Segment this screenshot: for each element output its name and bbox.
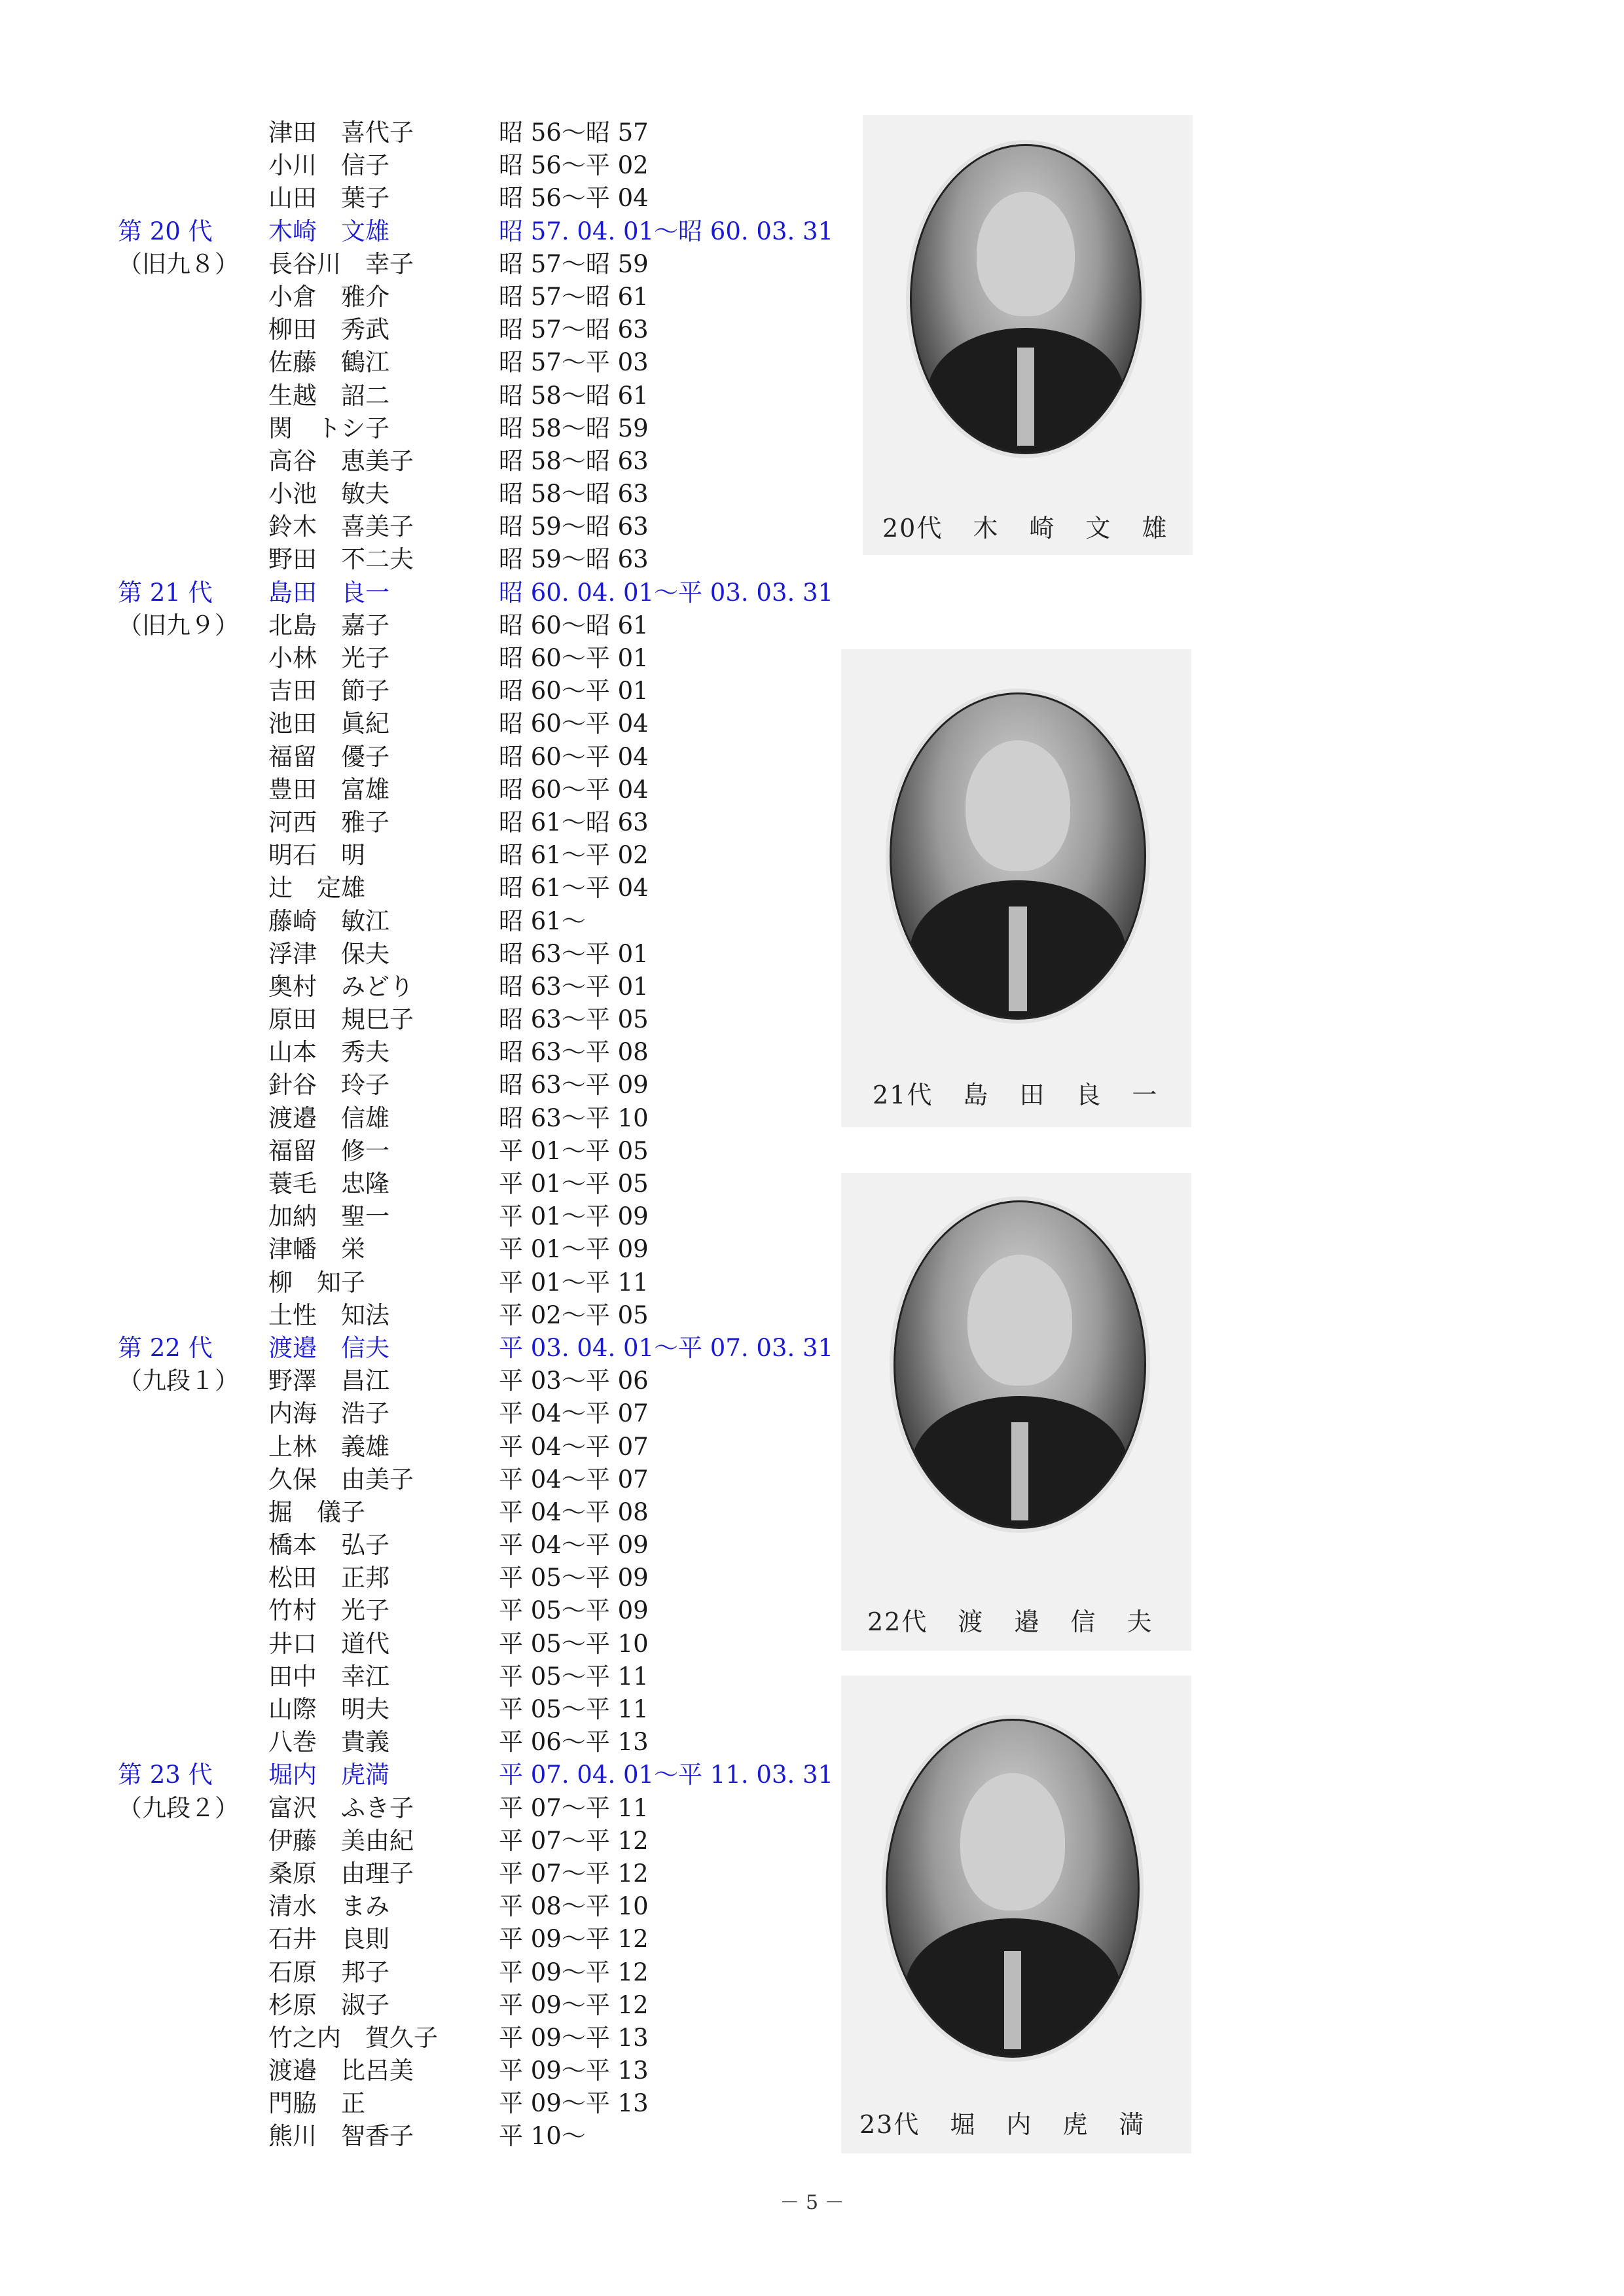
term-period: 平 07. 04. 01～平 11. 03. 31 (499, 1761, 834, 1789)
term-period: 平 07～平 11 (499, 1793, 649, 1822)
staff-name: 津田 喜代子 (268, 118, 414, 147)
term-period: 昭 58～昭 59 (499, 414, 649, 442)
term-period: 平 04～平 07 (499, 1465, 649, 1494)
staff-row (118, 1890, 877, 1923)
portrait-photo-22 (893, 1200, 1146, 1529)
term-period: 平 04～平 07 (499, 1399, 649, 1428)
term-period: 平 04～平 08 (499, 1498, 649, 1526)
staff-row (118, 1792, 877, 1825)
staff-name: 桑原 由理子 (268, 1859, 414, 1888)
staff-row (118, 1825, 877, 1857)
portrait-caption-23: 23代 堀 内 虎 満 (859, 2110, 1146, 2139)
portrait-caption-20: 20代 木 崎 文 雄 (882, 514, 1168, 543)
staff-name: 針谷 玲子 (268, 1071, 389, 1100)
staff-name: 原田 規巳子 (268, 1005, 414, 1034)
staff-row (118, 1200, 877, 1233)
term-period: 平 05～平 11 (499, 1662, 649, 1691)
staff-name: 長谷川 幸子 (268, 249, 414, 278)
term-period: 平 01～平 09 (499, 1235, 649, 1264)
staff-name: 吉田 節子 (268, 677, 389, 706)
staff-name: 津幡 栄 (268, 1235, 365, 1264)
staff-row (118, 445, 877, 478)
staff-name: 竹村 光子 (268, 1596, 389, 1625)
staff-row (118, 478, 877, 511)
staff-row (118, 741, 877, 774)
staff-row (118, 248, 877, 281)
term-period: 平 09～平 13 (499, 2023, 649, 2052)
staff-name: 藤崎 敏江 (268, 906, 389, 935)
staff-row (118, 642, 877, 675)
term-period: 平 01～平 11 (499, 1268, 649, 1297)
portrait-caption-22: 22代 渡 邉 信 夫 (867, 1607, 1153, 1636)
staff-name: 土性 知法 (268, 1300, 389, 1329)
staff-name: 小倉 雅介 (268, 282, 389, 311)
staff-row (118, 872, 877, 905)
term-period: 平 05～平 11 (499, 1695, 649, 1723)
staff-row (118, 281, 877, 314)
staff-name: 高谷 恵美子 (268, 446, 414, 475)
staff-row (118, 1594, 877, 1627)
staff-row (118, 1660, 877, 1693)
generation-label: 第 23 代 (118, 1761, 213, 1789)
staff-name: 上林 義雄 (268, 1432, 389, 1461)
staff-name: 河西 雅子 (268, 808, 389, 836)
staff-name: 渡邉 信夫 (268, 1333, 389, 1362)
portrait-22 (841, 1173, 1191, 1651)
staff-name: 柳 知子 (268, 1268, 365, 1297)
staff-name: 富沢 ふき子 (268, 1793, 414, 1822)
staff-row (118, 2022, 877, 2054)
term-period: 昭 59～昭 63 (499, 545, 649, 574)
staff-name: 渡邉 信雄 (268, 1103, 389, 1132)
staff-row (118, 412, 877, 445)
staff-row (118, 1463, 877, 1496)
term-period: 平 08～平 10 (499, 1892, 649, 1921)
staff-row (118, 1135, 877, 1168)
staff-name: 加納 聖一 (268, 1202, 389, 1231)
term-period: 昭 63～平 08 (499, 1038, 649, 1067)
term-period: 昭 60～平 04 (499, 709, 649, 738)
staff-row (118, 1529, 877, 1562)
staff-row (118, 182, 877, 215)
staff-row (118, 609, 877, 642)
staff-row (118, 1857, 877, 1890)
term-period: 平 03～平 06 (499, 1367, 649, 1395)
staff-name: 柳田 秀武 (268, 315, 389, 344)
staff-row (118, 1036, 877, 1069)
staff-row (118, 1397, 877, 1430)
portrait-21 (841, 649, 1191, 1127)
staff-row (118, 2087, 877, 2120)
staff-row (118, 1628, 877, 1660)
term-period: 昭 63～平 05 (499, 1005, 649, 1034)
term-period: 昭 60～平 01 (499, 677, 649, 706)
staff-name: 野澤 昌江 (268, 1367, 389, 1395)
staff-name: 福留 修一 (268, 1136, 389, 1165)
generation-label: （旧九９） (118, 611, 239, 639)
staff-name: 堀内 虎満 (268, 1761, 389, 1789)
term-period: 平 09～平 13 (499, 2056, 649, 2085)
staff-name: 久保 由美子 (268, 1465, 414, 1494)
generation-label: 第 21 代 (118, 578, 213, 607)
term-period: 平 01～平 09 (499, 1202, 649, 1231)
staff-row (118, 314, 877, 346)
staff-row (118, 346, 877, 379)
staff-name: 井口 道代 (268, 1629, 389, 1658)
staff-row (118, 1102, 877, 1135)
term-period: 昭 63～平 01 (499, 939, 649, 968)
staff-name: 豊田 富雄 (268, 775, 389, 804)
staff-name: 島田 良一 (268, 578, 389, 607)
staff-row (118, 543, 877, 576)
generation-label: （九段１） (118, 1367, 239, 1395)
staff-name: 清水 まみ (268, 1892, 389, 1921)
term-period: 平 05～平 10 (499, 1629, 649, 1658)
staff-row (118, 675, 877, 708)
staff-name: 北島 嘉子 (268, 611, 389, 639)
staff-name: 野田 不二夫 (268, 545, 414, 574)
staff-row (118, 1496, 877, 1529)
staff-name: 小川 信子 (268, 151, 389, 180)
staff-name: 小林 光子 (268, 644, 389, 672)
staff-name: 生越 詔二 (268, 381, 389, 410)
staff-row (118, 1989, 877, 2022)
staff-row (118, 905, 877, 938)
term-period: 昭 57. 04. 01～昭 60. 03. 31 (499, 217, 834, 245)
term-period: 昭 61～平 02 (499, 841, 649, 870)
term-period: 昭 60～昭 61 (499, 611, 649, 639)
term-period: 昭 56～平 02 (499, 151, 649, 180)
term-period: 平 01～平 05 (499, 1136, 649, 1165)
staff-name: 木崎 文雄 (268, 217, 389, 245)
term-period: 昭 60. 04. 01～平 03. 03. 31 (499, 578, 834, 607)
staff-row (118, 149, 877, 182)
term-period: 昭 57～昭 61 (499, 282, 649, 311)
staff-row (118, 1003, 877, 1036)
generation-head-row (118, 577, 877, 609)
staff-row (118, 1562, 877, 1594)
term-period: 昭 57～昭 59 (499, 249, 649, 278)
term-period: 昭 61～平 04 (499, 874, 649, 903)
term-period: 昭 58～昭 61 (499, 381, 649, 410)
staff-row (118, 2054, 877, 2087)
generation-head-row (118, 1332, 877, 1365)
staff-row (118, 774, 877, 806)
generation-head-row (118, 215, 877, 248)
term-period: 平 07～平 12 (499, 1859, 649, 1888)
term-period: 平 01～平 05 (499, 1170, 649, 1198)
staff-name: 松田 正邦 (268, 1564, 389, 1592)
term-period: 平 04～平 07 (499, 1432, 649, 1461)
staff-name: 小池 敏夫 (268, 480, 389, 509)
term-period: 昭 63～平 01 (499, 972, 649, 1001)
generation-label: 第 20 代 (118, 217, 213, 245)
portrait-20 (863, 115, 1193, 555)
term-period: 昭 58～昭 63 (499, 480, 649, 509)
staff-row (118, 1726, 877, 1759)
staff-row (118, 1069, 877, 1102)
staff-name: 石原 邦子 (268, 1958, 389, 1986)
staff-name: 門脇 正 (268, 2089, 365, 2118)
generation-label: （旧九８） (118, 249, 239, 278)
staff-row (118, 1299, 877, 1332)
staff-name: 内海 浩子 (268, 1399, 389, 1428)
term-period: 昭 61～昭 63 (499, 808, 649, 836)
staff-name: 福留 優子 (268, 742, 389, 771)
staff-name: 渡邉 比呂美 (268, 2056, 414, 2085)
generation-head-row (118, 1759, 877, 1791)
staff-name: 伊藤 美由紀 (268, 1826, 414, 1855)
term-period: 平 03. 04. 01～平 07. 03. 31 (499, 1333, 834, 1362)
portrait-caption-21: 21代 島 田 良 一 (873, 1081, 1159, 1109)
staff-row (118, 1431, 877, 1463)
staff-row (118, 708, 877, 740)
term-period: 昭 56～昭 57 (499, 118, 649, 147)
term-period: 平 09～平 12 (499, 1925, 649, 1954)
staff-row (118, 1266, 877, 1299)
staff-name: 山本 秀夫 (268, 1038, 389, 1067)
staff-row (118, 1168, 877, 1200)
term-period: 平 09～平 13 (499, 2089, 649, 2118)
staff-row (118, 1365, 877, 1397)
term-period: 平 04～平 09 (499, 1531, 649, 1560)
staff-name: 関 トシ子 (268, 414, 389, 442)
term-period: 昭 59～昭 63 (499, 512, 649, 541)
term-period: 昭 56～平 04 (499, 184, 649, 213)
staff-name: 掘 儀子 (268, 1498, 365, 1526)
term-period: 平 07～平 12 (499, 1826, 649, 1855)
staff-name: 石井 良則 (268, 1925, 389, 1954)
term-period: 昭 60～平 04 (499, 775, 649, 804)
staff-name: 橋本 弘子 (268, 1531, 389, 1560)
staff-row (118, 2120, 877, 2153)
term-period: 昭 57～昭 63 (499, 315, 649, 344)
staff-row (118, 380, 877, 412)
staff-name: 辻 定雄 (268, 874, 365, 903)
staff-row (118, 1693, 877, 1726)
term-period: 平 05～平 09 (499, 1596, 649, 1625)
staff-name: 蓑毛 忠隆 (268, 1170, 389, 1198)
staff-name: 山際 明夫 (268, 1695, 389, 1723)
staff-row (118, 117, 877, 149)
term-period: 平 10～ (499, 2122, 586, 2151)
portrait-23 (841, 1676, 1191, 2153)
staff-name: 鈴木 喜美子 (268, 512, 414, 541)
staff-name: 明石 明 (268, 841, 365, 870)
term-period: 平 02～平 05 (499, 1300, 649, 1329)
staff-name: 竹之内 賀久子 (268, 2023, 438, 2052)
term-period: 昭 57～平 03 (499, 348, 649, 377)
staff-roster (118, 117, 877, 2153)
staff-name: 熊川 智香子 (268, 2122, 414, 2151)
staff-row (118, 971, 877, 1003)
staff-row (118, 806, 877, 839)
staff-row (118, 1956, 877, 1989)
staff-name: 池田 眞紀 (268, 709, 389, 738)
generation-label: 第 22 代 (118, 1333, 213, 1362)
staff-name: 山田 葉子 (268, 184, 389, 213)
portrait-photo-20 (910, 144, 1142, 454)
staff-name: 杉原 淑子 (268, 1990, 389, 2019)
portrait-photo-21 (890, 692, 1146, 1020)
staff-row (118, 1233, 877, 1266)
term-period: 平 06～平 13 (499, 1728, 649, 1757)
page-number: － 5 － (780, 2191, 844, 2214)
staff-name: 奥村 みどり (268, 972, 414, 1001)
term-period: 昭 60～平 01 (499, 644, 649, 672)
staff-row (118, 938, 877, 971)
term-period: 昭 60～平 04 (499, 742, 649, 771)
term-period: 昭 61～ (499, 906, 586, 935)
term-period: 昭 63～平 09 (499, 1071, 649, 1100)
term-period: 昭 63～平 10 (499, 1103, 649, 1132)
staff-name: 浮津 保夫 (268, 939, 389, 968)
term-period: 平 05～平 09 (499, 1564, 649, 1592)
term-period: 平 09～平 12 (499, 1958, 649, 1986)
staff-name: 佐藤 鶴江 (268, 348, 389, 377)
term-period: 昭 58～昭 63 (499, 446, 649, 475)
staff-row (118, 511, 877, 543)
staff-row (118, 1923, 877, 1956)
term-period: 平 09～平 12 (499, 1990, 649, 2019)
staff-name: 八巻 貴義 (268, 1728, 389, 1757)
generation-label: （九段２） (118, 1793, 239, 1822)
staff-row (118, 839, 877, 872)
portrait-photo-23 (886, 1719, 1140, 2058)
staff-name: 田中 幸江 (268, 1662, 389, 1691)
